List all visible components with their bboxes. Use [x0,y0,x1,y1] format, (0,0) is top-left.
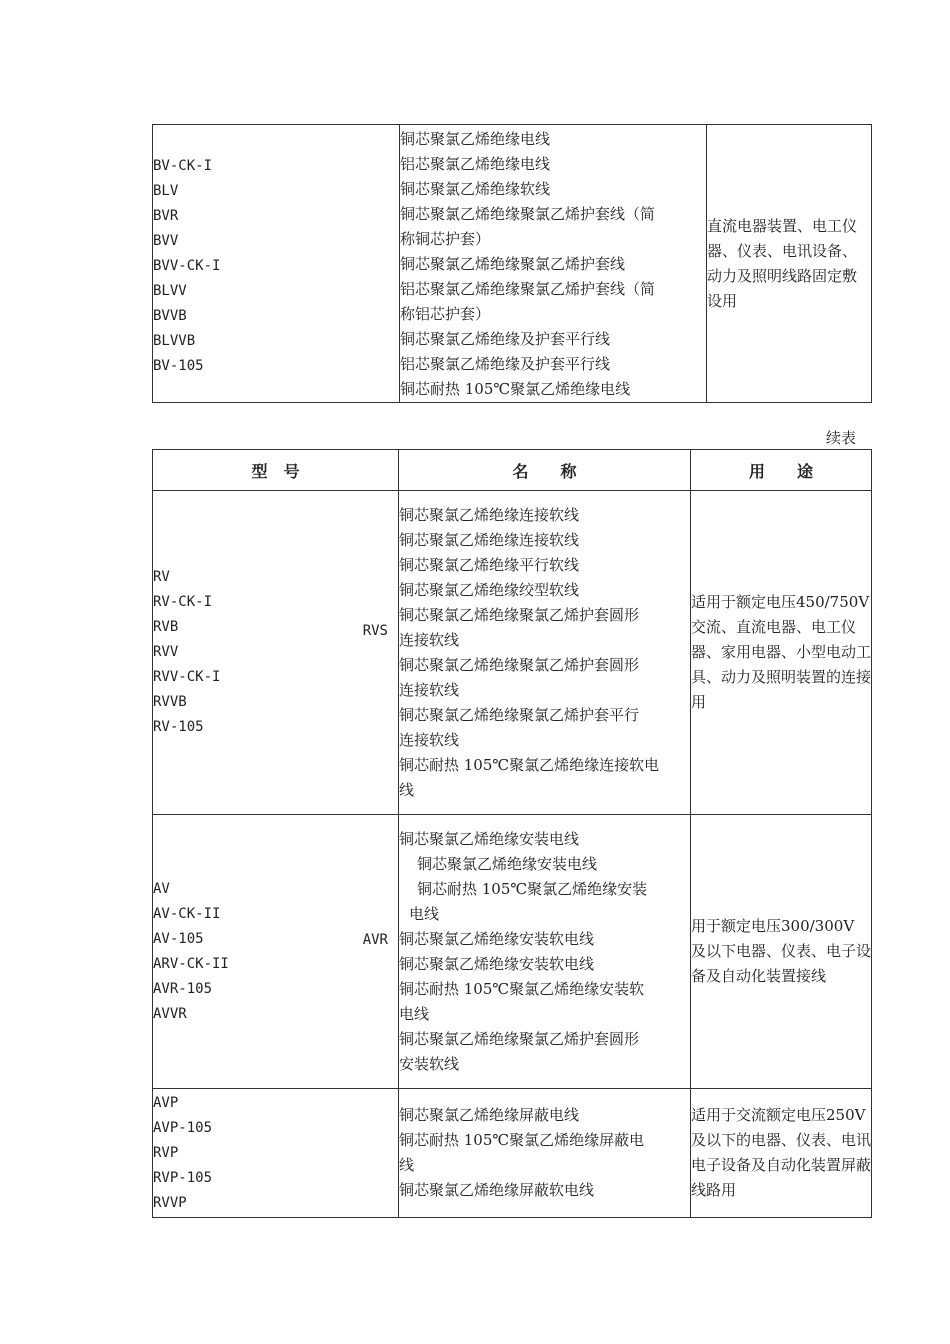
name-cell [400,125,707,403]
name-line: 电线 [409,904,440,923]
header-model: 型 号 [153,450,399,491]
name-line: 铜芯耐热 105℃聚氯乙烯绝缘安装软 [399,979,645,998]
model-code: BVR [153,208,179,224]
name-line: 铜芯耐热 105℃聚氯乙烯绝缘屏蔽电 [399,1131,645,1149]
name-line: 连接软线 [399,730,460,749]
continued-label: 续表 [826,429,857,447]
model-cell [153,491,399,815]
name-line: 铝芯聚氯乙烯绝缘电线 [400,155,551,173]
model-code: RV [153,569,170,585]
name-line: 电线 [399,1004,430,1023]
model-code-side: AVR [362,932,388,948]
name-line: 连接软线 [399,630,460,649]
name-line: 铜芯聚氯乙烯绝缘连接软线 [399,505,580,524]
name-line: 铜芯聚氯乙烯绝缘安装电线 [417,854,598,873]
header-name: 名 称 [399,450,691,491]
name-line: 铜芯聚氯乙烯绝缘安装软电线 [399,929,595,948]
model-code: BLV [153,183,179,199]
name-line: 铜芯聚氯乙烯绝缘安装电线 [399,829,580,848]
name-line: 铜芯聚氯乙烯绝缘及护套平行线 [400,330,611,348]
model-code: RVP-105 [153,1169,213,1186]
name-line: 连接软线 [399,680,460,699]
model-code: BVV [153,233,179,249]
cable-table-2 [152,449,872,1218]
name-line: 铝芯聚氯乙烯绝缘及护套平行线 [400,355,611,373]
model-code: BVVB [153,308,187,324]
usage-cell: 适用于交流额定电压250V 及以下的电器、仪表、电讯电子设备及自动化装置屏蔽线路用 [691,1089,872,1218]
name-line: 铜芯聚氯乙烯绝缘屏蔽电线 [399,1106,580,1124]
model-code: BLVVB [153,333,196,349]
name-line: 铜芯聚氯乙烯绝缘平行软线 [399,555,580,574]
model-code-side: RVS [362,623,388,639]
model-code: RV-CK-I [153,594,213,610]
name-cell [399,815,691,1089]
name-line: 铜芯聚氯乙烯绝缘聚氯乙烯护套线（简 [400,205,656,223]
model-code: RVV-CK-I [153,669,221,685]
name-line: 铜芯聚氯乙烯绝缘屏蔽软电线 [399,1181,595,1199]
model-code: BV-105 [153,358,204,374]
usage-cell: 适用于额定电压450/750V 交流、直流电器、电工仪器、家用电器、小型电动工具、动力及照明装置的连接用 [691,491,872,815]
model-code: ARV-CK-II [153,955,229,972]
cable-table-1 [152,124,872,403]
name-cell [399,491,691,815]
model-code: RVVB [153,694,187,710]
model-cell [153,1089,399,1218]
model-code: AVVR [153,1005,187,1022]
header-usage: 用 途 [691,450,872,491]
name-line: 称铝芯护套） [400,305,491,323]
model-cell [153,815,399,1089]
table-row [153,491,872,815]
table-row [153,125,872,403]
model-code: RVP [153,1144,179,1161]
name-line: 铜芯耐热 105℃聚氯乙烯绝缘连接软电 [399,755,660,774]
usage-cell: 用于额定电压300/300V 及以下电器、仪表、电子设备及自动化装置接线 [691,815,872,1089]
name-line: 铜芯聚氯乙烯绝缘聚氯乙烯护套圆形 [399,605,640,624]
name-line: 铜芯聚氯乙烯绝缘连接软线 [399,530,580,549]
model-code: BVV-CK-I [153,258,221,274]
name-line: 铜芯聚氯乙烯绝缘电线 [400,130,551,148]
name-line: 称铜芯护套） [400,230,491,248]
name-line: 铝芯聚氯乙烯绝缘聚氯乙烯护套线（简 [400,280,656,298]
model-code: AVR-105 [153,980,213,997]
model-code: RV-105 [153,719,204,735]
name-line: 线 [399,780,415,799]
name-line: 铜芯聚氯乙烯绝缘软线 [400,180,551,198]
header-row [153,450,872,491]
model-code: RVV [153,644,179,660]
model-code: RVVP [153,1194,187,1211]
model-code: AVP-105 [153,1119,213,1136]
table-row [153,1089,872,1218]
name-line: 铜芯耐热 105℃聚氯乙烯绝缘安装 [417,879,648,898]
model-code: AV-105 [153,930,204,947]
name-line: 铜芯聚氯乙烯绝缘聚氯乙烯护套线 [400,255,626,273]
name-line: 线 [399,1156,415,1174]
name-line: 安装软线 [399,1054,460,1073]
name-cell [399,1089,691,1218]
table-row [153,815,872,1089]
model-code: RVB [153,619,179,635]
name-line: 铜芯聚氯乙烯绝缘绞型软线 [399,580,580,599]
model-code: AV [153,880,170,897]
name-line: 铜芯聚氯乙烯绝缘安装软电线 [399,954,595,973]
model-code: AV-CK-II [153,905,221,922]
name-line: 铜芯聚氯乙烯绝缘聚氯乙烯护套圆形 [399,655,640,674]
name-line: 铜芯聚氯乙烯绝缘聚氯乙烯护套圆形 [399,1029,640,1048]
model-code: AVP [153,1094,179,1111]
usage-cell: 直流电器装置、电工仪器、仪表、电讯设备、动力及照明线路固定敷设用 [707,125,872,403]
name-line: 铜芯聚氯乙烯绝缘聚氯乙烯护套平行 [399,705,640,724]
model-cell [153,125,400,403]
name-line: 铜芯耐热 105℃聚氯乙烯绝缘电线 [400,380,631,398]
model-code: BLVV [153,283,187,299]
model-code: BV-CK-I [153,158,213,174]
